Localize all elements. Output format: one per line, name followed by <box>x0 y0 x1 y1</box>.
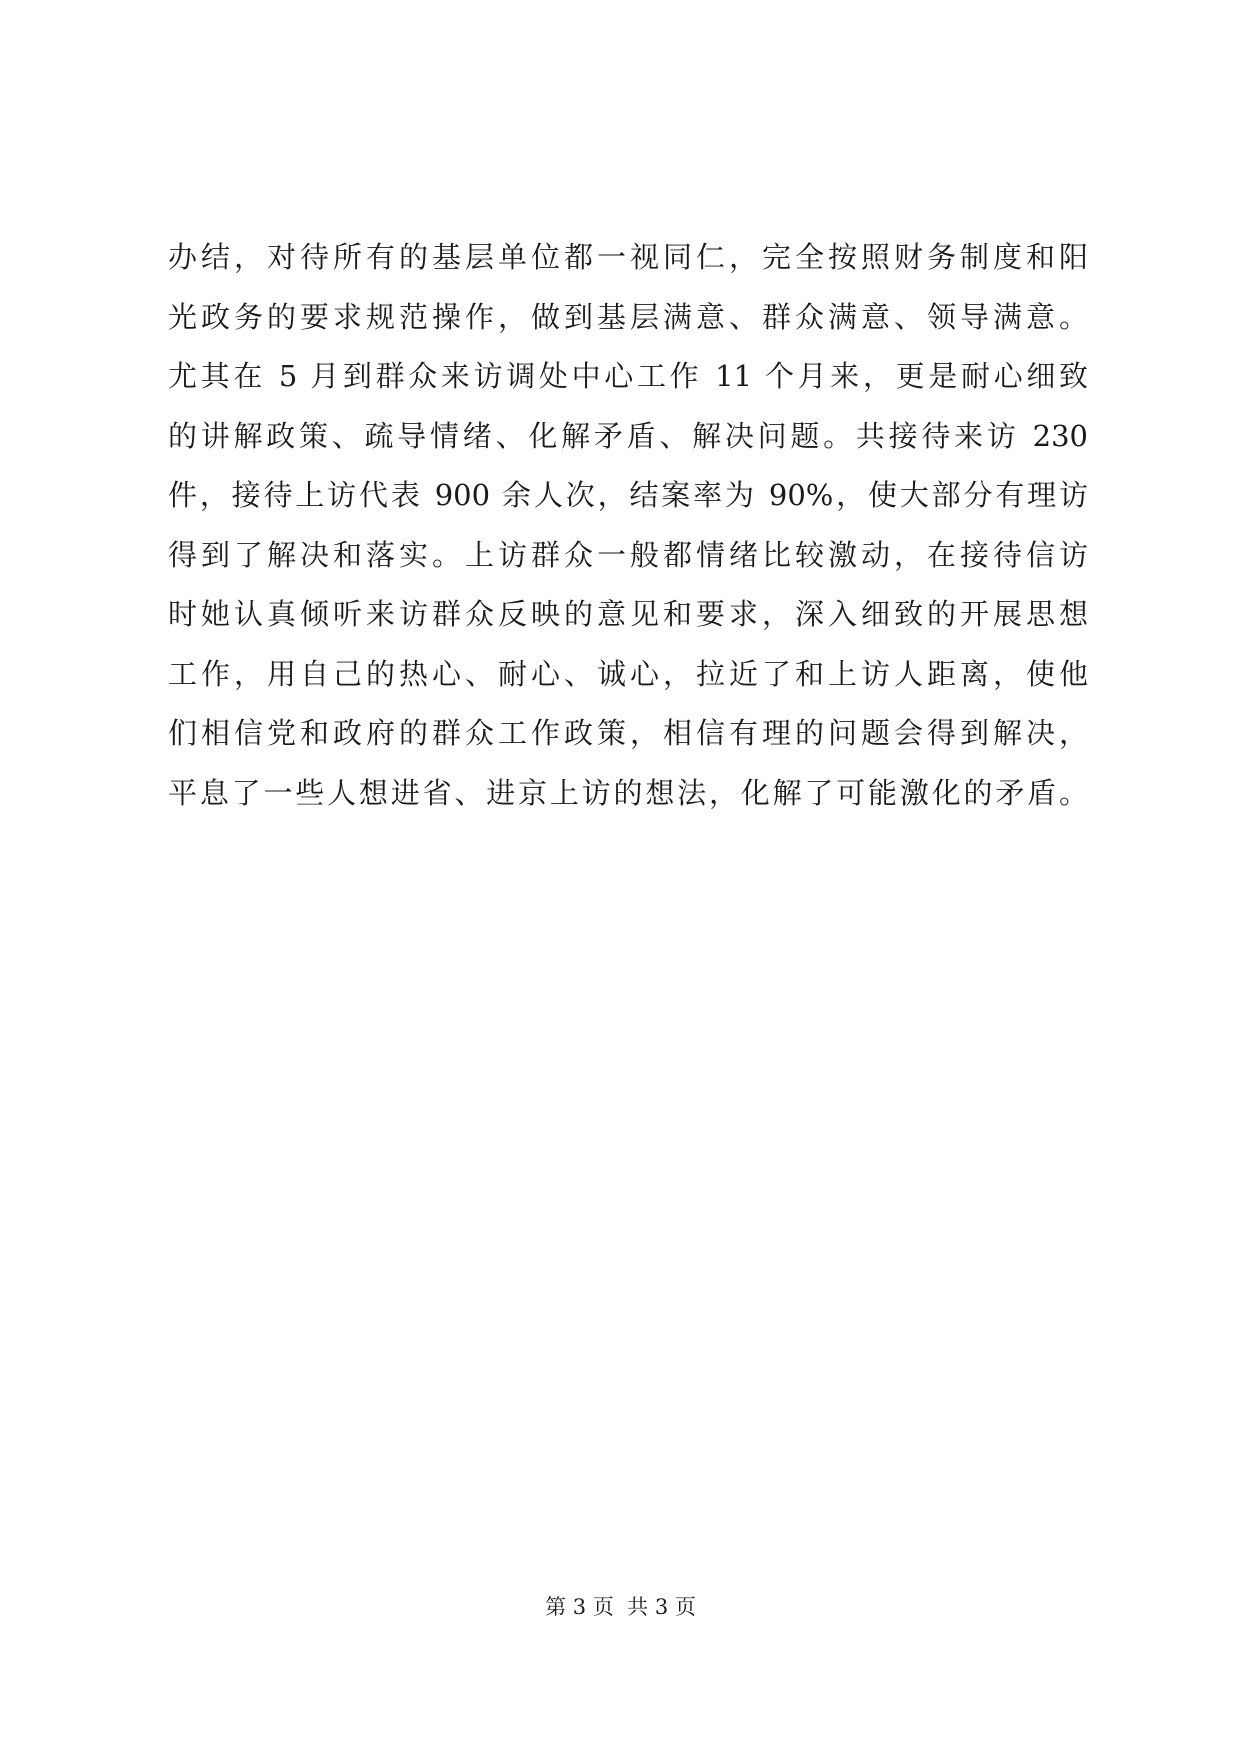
page-number-footer: 第 3 页 共 3 页 <box>545 1595 696 1619</box>
paragraph-line-10: 平息了一些人想进省、进京上访的想法，化解了可能激化的矛盾。 <box>168 775 1088 810</box>
paragraph-line-3: 尤其在 5 月到群众来访调处中心工作 11 个月来，更是耐心细致 <box>168 359 1088 393</box>
paragraph-line-9: 们相信党和政府的群众工作政策，相信有理的问题会得到解决， <box>168 716 1088 750</box>
paragraph-line-7: 时她认真倾听来访群众反映的意见和要求，深入细致的开展思想 <box>168 597 1088 631</box>
paragraph-line-2: 光政务的要求规范操作，做到基层满意、群众满意、领导满意。 <box>168 299 1088 334</box>
paragraph-line-8: 工作，用自己的热心、耐心、诚心，拉近了和上访人距离，使他 <box>168 656 1088 691</box>
paragraph-line-5: 件，接待上访代表 900 余人次，结案率为 90%，使大部分有理访 <box>168 478 1088 512</box>
body-paragraph <box>168 228 1088 823</box>
paragraph-line-1: 办结，对待所有的基层单位都一视同仁，完全按照财务制度和阳 <box>168 240 1088 274</box>
paragraph-line-6: 得到了解决和落实。上访群众一般都情绪比较激动，在接待信访 <box>168 537 1088 572</box>
paragraph-line-4: 的讲解政策、疏导情绪、化解矛盾、解决问题。共接待来访 230 <box>168 418 1088 453</box>
